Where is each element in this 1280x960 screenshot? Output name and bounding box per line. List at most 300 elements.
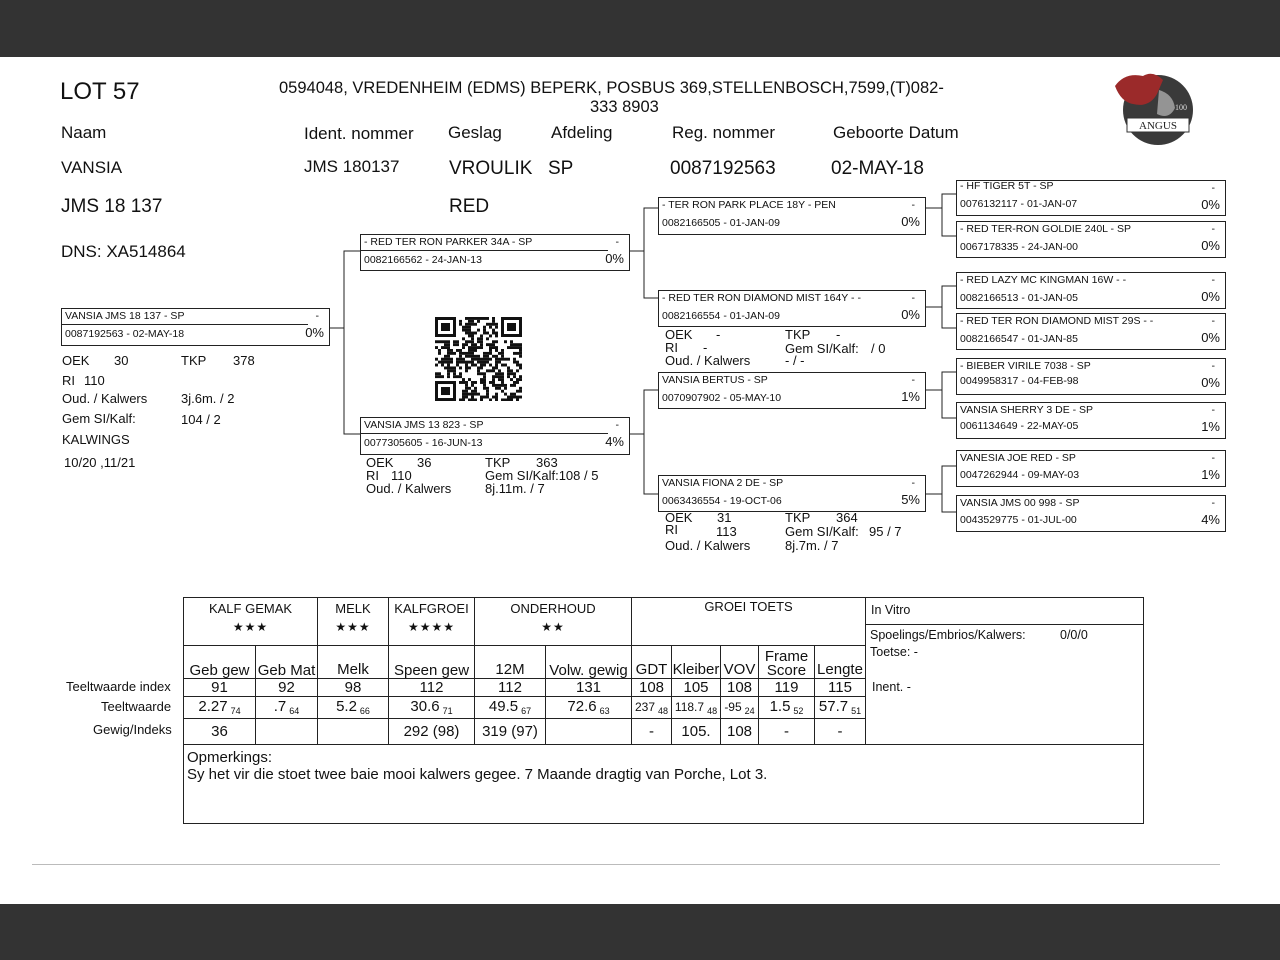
qr-module [507, 346, 510, 349]
qr-module [447, 349, 450, 352]
qr-module [498, 361, 501, 364]
column-header: VOV [721, 646, 759, 678]
gewig-cell: 105. [672, 718, 721, 744]
opmerkings-cell [184, 745, 1144, 824]
group-label: ONDERHOUD [510, 601, 596, 616]
qr-module [504, 364, 507, 367]
spoelings-value: 0/0/0 [1060, 628, 1088, 642]
gen2-3-gem: 95 / 7 [869, 524, 902, 539]
qr-module [495, 334, 498, 337]
qr-module [438, 372, 441, 375]
qr-module [453, 372, 456, 375]
qr-module [471, 393, 474, 396]
qr-module [465, 332, 468, 335]
tw-value: 5.2 [336, 698, 357, 716]
gewig-cell: 319 (97) [475, 718, 546, 744]
gewig-cell: 292 (98) [389, 718, 475, 744]
box-name: VANSIA JMS 13 823 - SP [364, 419, 484, 431]
box-name: VANSIA JMS 00 998 - SP [960, 497, 1080, 509]
group-onderhoud [475, 598, 632, 646]
qr-module [483, 378, 486, 381]
qr-module [510, 393, 513, 396]
index-cell: 131 [546, 678, 632, 696]
qr-module [495, 387, 498, 390]
qr-module [486, 343, 489, 346]
qr-module [495, 361, 498, 364]
qr-module [459, 349, 462, 352]
gen2-1-ri-label: RI [665, 340, 678, 355]
qr-module [465, 323, 468, 326]
qr-module [447, 340, 450, 343]
qr-module [447, 375, 450, 378]
box-dash: - [615, 236, 619, 248]
toetse: Toetse: - [870, 645, 918, 659]
box-reg: 0087192563 - 02-MAY-18 [65, 328, 185, 340]
qr-module [483, 372, 486, 375]
qr-module [462, 361, 465, 364]
qr-module [483, 384, 486, 387]
qr-module [474, 346, 477, 349]
qr-module [444, 340, 447, 343]
box-reg: 0082166547 - 01-JAN-85 [960, 333, 1078, 345]
qr-module [495, 332, 498, 335]
index-cell: 115 [815, 678, 866, 696]
qr-module [468, 317, 471, 320]
stars: ★★★ [232, 620, 269, 634]
qr-module [519, 349, 522, 352]
subject-oud: 3j.6m. / 2 [181, 391, 235, 406]
qr-module [474, 355, 477, 358]
tw-accuracy: 64 [289, 706, 300, 717]
dam-oud-label: Oud. / Kalwers [366, 481, 452, 496]
column-header: Geb Mat [256, 646, 318, 678]
qr-module [435, 364, 438, 367]
qr-module [516, 396, 519, 399]
qr-module [453, 369, 456, 372]
box-dash: - [911, 477, 915, 489]
qr-module [468, 398, 471, 401]
qr-module [450, 358, 453, 361]
qr-module [492, 369, 495, 372]
qr-module [459, 358, 462, 361]
qr-module [480, 361, 483, 364]
box-dash: - [1211, 315, 1215, 327]
qr-module [501, 355, 504, 358]
qr-module [477, 346, 480, 349]
tw-accuracy: 48 [658, 706, 669, 717]
gen2-3-ri: 113 [716, 524, 737, 539]
qr-module [447, 358, 450, 361]
qr-module [498, 372, 501, 375]
qr-module [495, 340, 498, 343]
tw-accuracy: 51 [851, 706, 862, 717]
dam-tkp: 363 [536, 455, 558, 470]
box-separator [62, 324, 308, 325]
box-pct: 4% [1201, 512, 1220, 527]
gen2-3-oek: 31 [717, 510, 732, 525]
box-reg: 0082166554 - 01-JAN-09 [662, 310, 780, 322]
qr-module [483, 387, 486, 390]
qr-module [468, 387, 471, 390]
qr-module [498, 369, 501, 372]
inent: Inent. - [872, 680, 911, 694]
qr-module [486, 323, 489, 326]
qr-module [465, 343, 468, 346]
qr-module [516, 361, 519, 364]
dam-box [360, 417, 630, 455]
box-dash: - [1211, 223, 1215, 235]
qr-module [492, 320, 495, 323]
qr-module [498, 352, 501, 355]
qr-module [444, 366, 447, 369]
qr-module [462, 358, 465, 361]
tw-accuracy: 48 [707, 706, 718, 717]
gen2-1-oek: - [716, 327, 721, 342]
qr-module [468, 352, 471, 355]
qr-module [474, 332, 477, 335]
stars: ★★★★ [407, 620, 456, 634]
qr-module [462, 378, 465, 381]
qr-module [480, 358, 483, 361]
box-reg: 0082166562 - 24-JAN-13 [364, 254, 482, 266]
qr-module [516, 364, 519, 367]
qr-module [474, 343, 477, 346]
qr-module [438, 361, 441, 364]
qr-module [471, 352, 474, 355]
gen2-1-oud: - / - [785, 353, 805, 368]
teeltwaarde-cell [721, 696, 759, 718]
dam-ri: 110 [391, 468, 412, 483]
qr-module [504, 358, 507, 361]
qr-module [498, 375, 501, 378]
tw-value: 237 [634, 700, 655, 715]
footer-divider [32, 864, 1220, 865]
qr-module [447, 346, 450, 349]
qr-module [501, 375, 504, 378]
qr-module [459, 381, 462, 384]
qr-module [435, 375, 438, 378]
qr-module [510, 343, 513, 346]
qr-module [507, 369, 510, 372]
column-header: GDT [632, 646, 672, 678]
index-cell: 112 [475, 678, 546, 696]
tw-accuracy: 63 [599, 706, 610, 717]
box-name: VANSIA SHERRY 3 DE - SP [960, 404, 1094, 416]
box-pct: 1% [1201, 467, 1220, 482]
gen2-3-tkp: 364 [836, 510, 858, 525]
box-reg: 0047262944 - 09-MAY-03 [960, 469, 1080, 481]
box-name: - HF TIGER 5T - SP [960, 180, 1054, 192]
qr-module [501, 358, 504, 361]
qr-module [492, 329, 495, 332]
qr-module [474, 398, 477, 401]
logo-years: 100 [1175, 103, 1187, 112]
box-name: - RED LAZY MC KINGMAN 16W - - [960, 274, 1127, 286]
qr-module [501, 398, 504, 401]
qr-module [495, 346, 498, 349]
qr-module [516, 390, 519, 393]
box-reg: 0049958317 - 04-FEB-98 [960, 375, 1079, 387]
qr-module [447, 352, 450, 355]
group-groei-toets [632, 598, 866, 646]
qr-module [441, 340, 444, 343]
qr-module [507, 366, 510, 369]
qr-module [462, 346, 465, 349]
gewig-cell: - [632, 718, 672, 744]
teeltwaarde-cell [815, 696, 866, 718]
qr-module [480, 398, 483, 401]
qr-module [453, 375, 456, 378]
qr-module [483, 375, 486, 378]
qr-module [483, 361, 486, 364]
qr-module [519, 387, 522, 390]
subject-oek-label: OEK [62, 353, 90, 368]
subject-ri-label: RI [62, 373, 75, 388]
qr-module [471, 361, 474, 364]
animal-name-2: JMS 18 137 [61, 196, 163, 217]
gen2-1-oek-label: OEK [665, 327, 693, 342]
qr-module [492, 332, 495, 335]
box-dash: - [315, 310, 319, 322]
qr-module [492, 378, 495, 381]
qr-module [498, 387, 501, 390]
qr-module [459, 398, 462, 401]
animal-reg: 0087192563 [670, 158, 776, 179]
qr-module [441, 361, 444, 364]
qr-module [510, 340, 513, 343]
qr-module [447, 355, 450, 358]
qr-module [471, 390, 474, 393]
qr-module [519, 364, 522, 367]
qr-module [459, 372, 462, 375]
subject-tkp-label: TKP [181, 353, 207, 368]
qr-module [504, 398, 507, 401]
dam-oek-label: OEK [366, 455, 394, 470]
qr-module [489, 349, 492, 352]
qr-module [453, 366, 456, 369]
qr-module [513, 361, 516, 364]
qr-module [486, 390, 489, 393]
qr-module [468, 346, 471, 349]
qr-module [519, 378, 522, 381]
qr-module [495, 349, 498, 352]
column-header: Melk [318, 646, 389, 678]
qr-module [516, 352, 519, 355]
qr-module [468, 366, 471, 369]
qr-module [480, 364, 483, 367]
qr-module [504, 393, 507, 396]
box-name: - RED TER RON DIAMOND MIST 164Y - - [662, 292, 861, 304]
tw-accuracy: 66 [359, 706, 370, 717]
qr-module [465, 369, 468, 372]
gewig-cell: - [815, 718, 866, 744]
qr-module [498, 358, 501, 361]
qr-module [510, 398, 513, 401]
qr-module [468, 349, 471, 352]
qr-module [465, 340, 468, 343]
gen2-3-oek-label: OEK [665, 510, 693, 525]
qr-module [465, 381, 468, 384]
box-separator [361, 250, 608, 251]
box-pct: 4% [605, 434, 624, 449]
box-pct: 0% [1201, 197, 1220, 212]
tw-value: 49.5 [488, 698, 519, 716]
qr-module [471, 384, 474, 387]
subject-oek: 30 [114, 353, 129, 368]
qr-module [519, 396, 522, 399]
qr-module [507, 396, 510, 399]
qr-module [480, 366, 483, 369]
box-dash: - [615, 419, 619, 431]
qr-module [474, 390, 477, 393]
qr-module [486, 387, 489, 390]
gewig-cell: 108 [721, 718, 759, 744]
qr-module [465, 326, 468, 329]
qr-module [444, 343, 447, 346]
gen3-box [956, 313, 1226, 350]
tw-value: 1.5 [769, 698, 791, 716]
qr-module [456, 349, 459, 352]
gen2-3-tkp-label: TKP [785, 510, 811, 525]
qr-module [498, 378, 501, 381]
teeltwaarde-cell [389, 696, 475, 718]
qr-module [477, 317, 480, 320]
qr-module [510, 369, 513, 372]
qr-module [471, 340, 474, 343]
qr-module [471, 334, 474, 337]
subject-ri: 110 [84, 373, 105, 388]
label-ident: Ident. nommer [304, 124, 414, 143]
qr-module [513, 352, 516, 355]
qr-module [441, 346, 444, 349]
qr-module [474, 349, 477, 352]
qr-module [435, 346, 438, 349]
box-dash: - [1211, 452, 1215, 464]
qr-module [513, 396, 516, 399]
qr-module [510, 372, 513, 375]
qr-module [474, 323, 477, 326]
logo-text: ANGUS [1139, 120, 1177, 132]
qr-module [519, 352, 522, 355]
qr-module [456, 358, 459, 361]
qr-module [501, 349, 504, 352]
box-pct: 0% [1201, 289, 1220, 304]
qr-module [459, 355, 462, 358]
qr-module [462, 329, 465, 332]
qr-module [450, 366, 453, 369]
gen2-1-ri: - [703, 340, 708, 355]
qr-module [495, 375, 498, 378]
qr-module [471, 355, 474, 358]
qr-module [480, 381, 483, 384]
label-geslag: Geslag [448, 123, 502, 142]
qr-module [474, 364, 477, 367]
qr-module [516, 346, 519, 349]
gen3-box [956, 358, 1226, 395]
qr-module [459, 375, 462, 378]
index-cell: 91 [184, 678, 256, 696]
qr-module [471, 396, 474, 399]
qr-module [453, 340, 456, 343]
qr-module [474, 317, 477, 320]
qr-module [480, 396, 483, 399]
box-reg: 0067178335 - 24-JAN-00 [960, 241, 1078, 253]
owner-line-2: 333 8903 [590, 98, 659, 116]
tw-accuracy: 24 [744, 706, 755, 717]
qr-module [489, 364, 492, 367]
qr-module [468, 393, 471, 396]
qr-module [471, 346, 474, 349]
qr-module [444, 346, 447, 349]
qr-module [435, 358, 438, 361]
box-pct: 0% [605, 251, 624, 266]
qr-module [501, 384, 504, 387]
qr-module [447, 343, 450, 346]
index-cell: 119 [759, 678, 815, 696]
qr-module [510, 346, 513, 349]
gewig-cell: 36 [184, 718, 256, 744]
box-reg: 0077305605 - 16-JUN-13 [364, 437, 483, 449]
gen2-3-oud: 8j.7m. / 7 [785, 538, 839, 553]
index-cell: 108 [632, 678, 672, 696]
qr-module [459, 352, 462, 355]
group-melk [318, 598, 389, 646]
qr-module [468, 334, 471, 337]
opmerkings-text: Sy het vir die stoet twee baie mooi kalwers gegee. 7 Maande dragtig van Porche, Lot 3. [187, 766, 768, 783]
column-header: Lengte [815, 646, 866, 678]
qr-module [483, 317, 486, 320]
dam-tkp-label: TKP [485, 455, 511, 470]
qr-module [447, 364, 450, 367]
qr-module [507, 323, 516, 331]
group-label: KALFGROEI [394, 601, 469, 616]
box-separator [361, 433, 608, 434]
qr-module [459, 323, 462, 326]
label-geboorte: Geboorte Datum [833, 123, 959, 142]
lot-number: LOT 57 [60, 78, 140, 105]
qr-module [510, 378, 513, 381]
qr-module [480, 346, 483, 349]
qr-module [501, 372, 504, 375]
qr-module [486, 393, 489, 396]
tw-value: 72.6 [567, 698, 597, 716]
qr-module [495, 323, 498, 326]
dns-number: DNS: XA514864 [61, 242, 186, 261]
qr-module [519, 375, 522, 378]
tw-accuracy: 52 [793, 706, 804, 717]
row-label-gewig: Gewig/Indeks [93, 722, 172, 737]
qr-module [456, 340, 459, 343]
gen2-box [658, 372, 926, 409]
qr-module [468, 378, 471, 381]
qr-module [477, 358, 480, 361]
qr-module [480, 317, 483, 320]
qr-module [438, 349, 441, 352]
box-pct: 0% [901, 307, 920, 322]
gen2-3-ri-label: RI [665, 522, 678, 537]
qr-module [492, 381, 495, 384]
column-header: 12M [475, 646, 546, 678]
animal-sex: VROULIK [449, 158, 533, 179]
qr-module [471, 343, 474, 346]
qr-module [474, 387, 477, 390]
qr-module [468, 332, 471, 335]
qr-module [495, 393, 498, 396]
box-dash: - [1211, 182, 1215, 194]
teeltwaarde-cell [672, 696, 721, 718]
qr-module [471, 337, 474, 340]
box-name: - RED TER RON DIAMOND MIST 29S - - [960, 315, 1154, 327]
